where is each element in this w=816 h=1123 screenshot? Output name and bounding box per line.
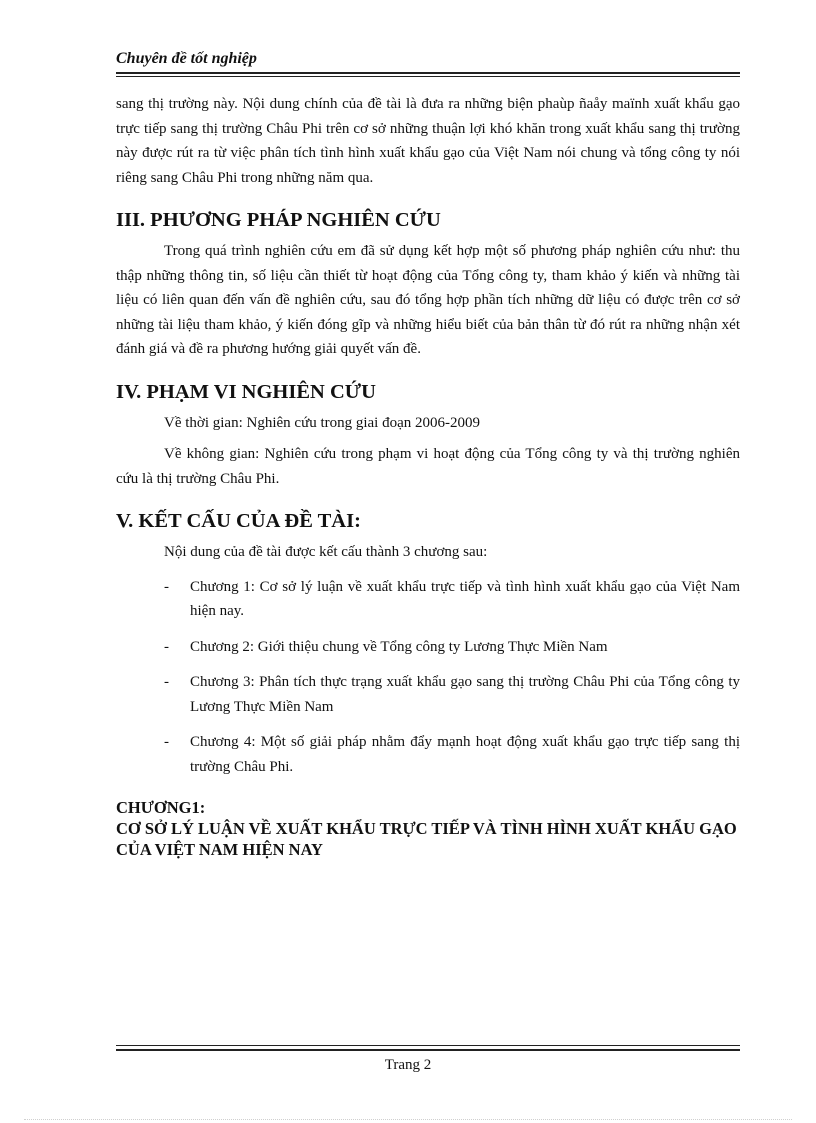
chapter-1-title: CƠ SỞ LÝ LUẬN VỀ XUẤT KHẨU TRỰC TIẾP VÀ TÌNH HÌNH XUẤT KHẨU GẠO CỦA VIỆT NAM HIỆN NAY [116, 819, 737, 859]
chapter-item-text: Chương 3: Phân tích thực trạng xuất khẩu gạo sang thị trường Châu Phi của Tổng công ty Lương Thực Miền Nam [190, 674, 740, 715]
chapter-1-heading [116, 797, 740, 860]
chapter-list-item [116, 635, 740, 660]
list-dash: - [164, 674, 169, 690]
chapter-list-item [116, 730, 740, 779]
list-dash: - [164, 578, 169, 595]
page-edge-divider [24, 1119, 792, 1120]
header-title: Chuyên đề tốt nghiệp [116, 50, 257, 67]
list-dash: - [164, 638, 169, 655]
chapter-list [116, 575, 740, 780]
footer-rule-thin [116, 1045, 740, 1046]
section-4-time: Về thời gian: Nghiên cứu trong giai đoạn 2006-2009 [164, 414, 481, 431]
intro-paragraph: sang thị trường này. Nội dung chính của đề tài là đưa ra những biện phaùp ñaåy maïnh xuất khẩu gạo trực tiếp sang thị trường Châu Phi trên cơ sở những thuận lợi khó khăn trong xuất khẩu sang thị trường này được rút ra từ việc phân tích tình hình xuất khẩu gạo của Việt Nam nói chung và tổng công ty nói riêng sang Châu Phi trong những năm qua. [116, 96, 740, 186]
chapter-item-text: Chương 1: Cơ sở lý luận về xuất khẩu trực tiếp và tình hình xuất khẩu gạo của Việt Nam hiện nay. [190, 578, 740, 619]
section-5-heading: V. KẾT CẤU CỦA ĐỀ TÀI: [116, 510, 361, 532]
list-dash: - [164, 734, 169, 750]
section-5-intro: Nội dung của đề tài được kết cấu thành 3 chương sau: [164, 544, 488, 560]
footer-rule [116, 1049, 740, 1051]
header-rule [116, 72, 740, 74]
section-4-heading: IV. PHẠM VI NGHIÊN CỨU [116, 380, 376, 403]
chapter-list-item [116, 670, 740, 719]
page-content [116, 92, 740, 860]
section-3-heading: III. PHƯƠNG PHÁP NGHIÊN CỨU [116, 209, 441, 231]
chapter-item-text: Chương 4: Một số giải pháp nhằm đẩy mạnh hoạt động xuất khẩu gạo trực tiếp sang thị trường Châu Phi. [190, 734, 740, 775]
chapter-item-text: Chương 2: Giới thiệu chung về Tổng công ty Lương Thực Miền Nam [190, 638, 608, 655]
chapter-list-item [116, 575, 740, 624]
header-rule-thin [116, 76, 740, 77]
section-4-space: Về không gian: Nghiên cứu trong phạm vi hoạt động của Tổng công ty và thị trường nghiên cứu là thị trường Châu Phi. [116, 446, 740, 487]
section-3-paragraph: Trong quá trình nghiên cứu em đã sử dụng kết hợp một số phương pháp nghiên cứu như: thu thập những thông tin, số liệu cần thiết từ hoạt động của Tổng công ty, tham khảo ý kiến và những tài liệu có liên quan đến vấn đề nghiên cứu, sau đó tổng hợp phần tích những dữ liệu có được trên cơ sở những tài liệu tham khảo, ý kiến đóng gĩp và những hiểu biết của bản thân từ đó rút ra những nhận xét đánh giá và đề ra phương hướng giải quyết vấn đề. [116, 243, 740, 357]
chapter-1-label: CHƯƠNG1: [116, 798, 206, 817]
page-number: Trang 2 [384, 1057, 432, 1073]
